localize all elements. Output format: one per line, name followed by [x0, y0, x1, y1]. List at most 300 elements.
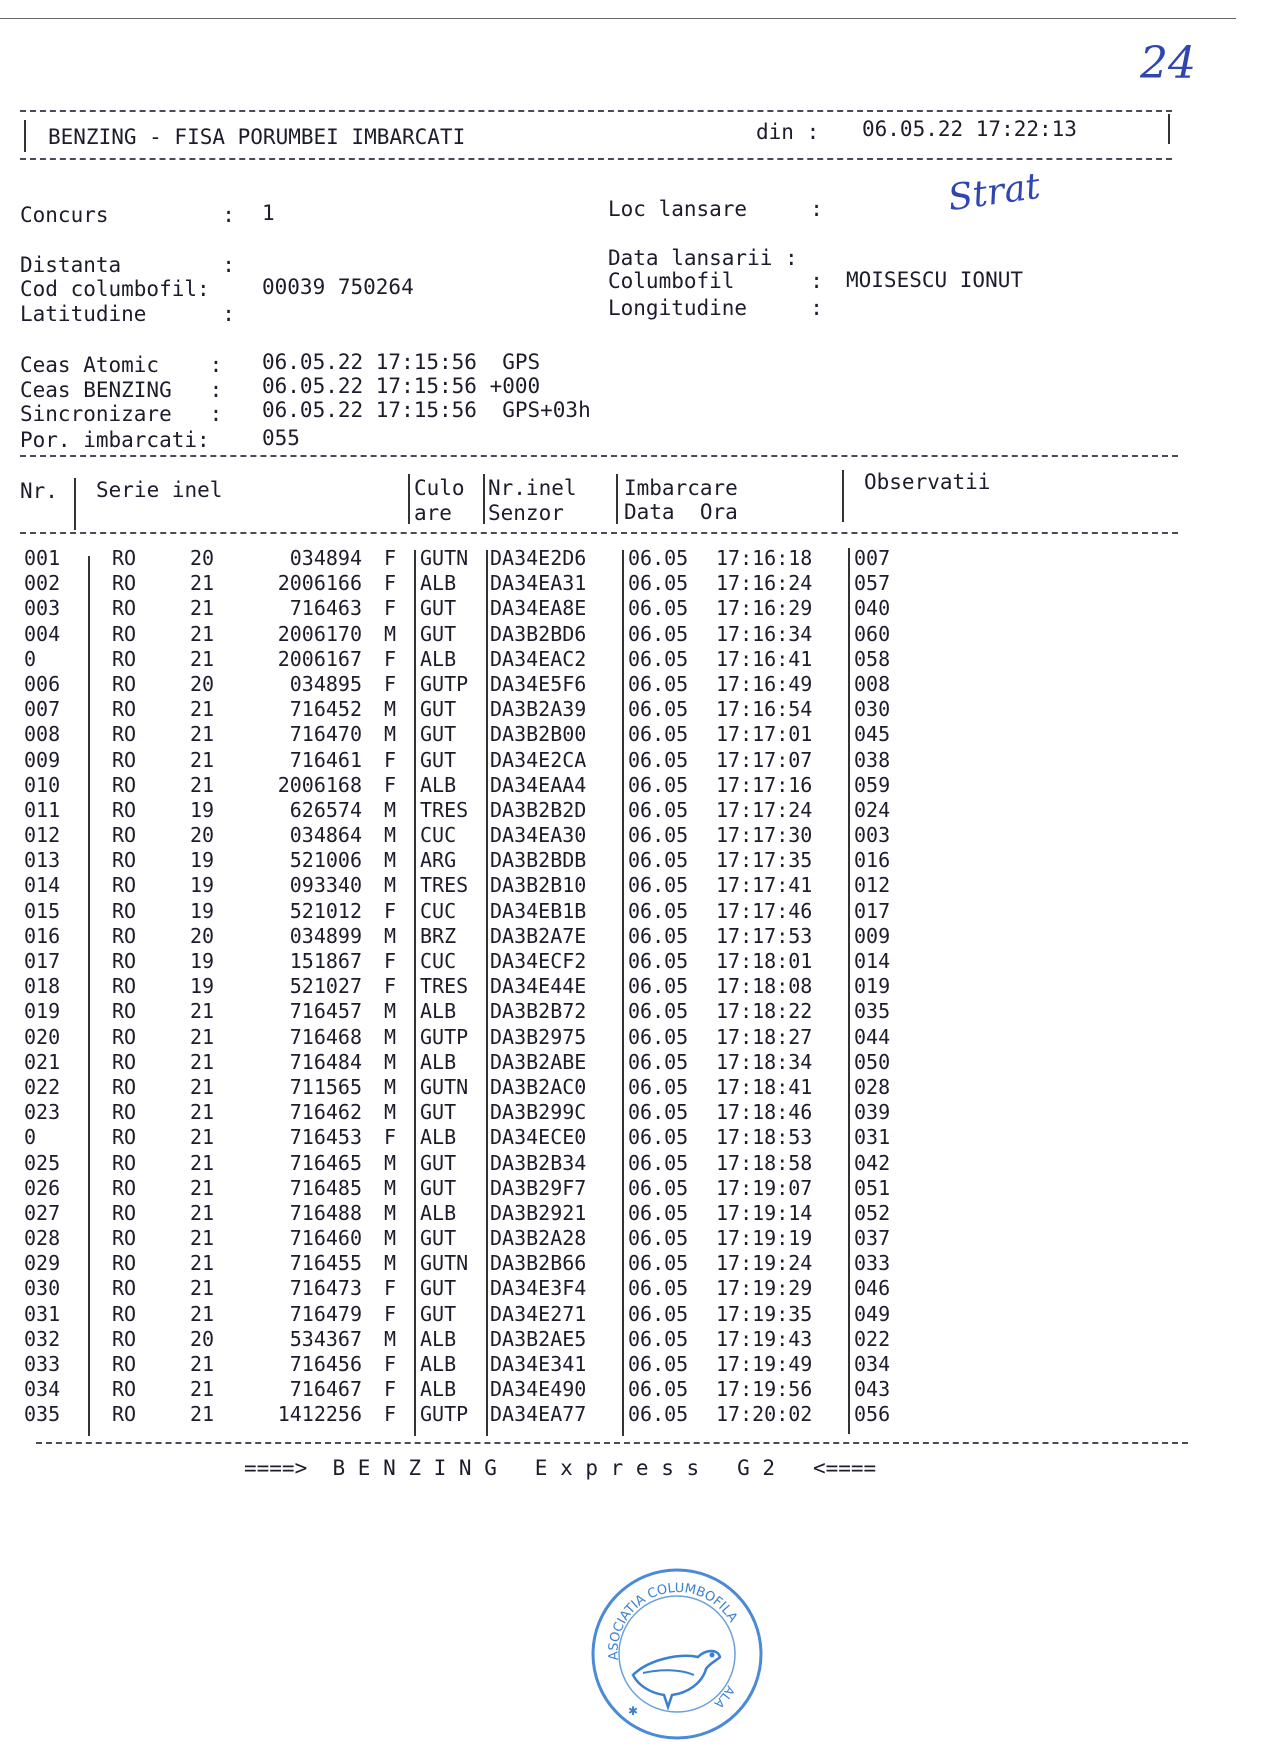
- row-color: GUTP: [420, 671, 469, 696]
- col-sep-2: [408, 474, 410, 524]
- row-year: 21: [190, 596, 215, 621]
- row-date: 06.05: [628, 797, 689, 822]
- row-date: 06.05: [628, 1200, 689, 1225]
- row-color: GUTN: [420, 546, 469, 570]
- row-observatii: 016: [854, 848, 891, 873]
- row-ring-number: 093340: [289, 873, 362, 898]
- row-country: RO: [112, 697, 137, 722]
- row-color: GUT: [420, 1276, 457, 1301]
- row-color: ALB: [420, 646, 457, 671]
- row-sex: F: [384, 596, 397, 621]
- row-sensor: DA3B2ABE: [490, 1049, 587, 1074]
- row-observatii: 059: [854, 772, 891, 797]
- row-nr: 034: [24, 1377, 61, 1402]
- row-country: RO: [112, 949, 137, 973]
- row-observatii: 037: [854, 1226, 891, 1251]
- row-sex: F: [384, 898, 397, 923]
- row-date: 06.05: [628, 1024, 689, 1049]
- row-ring-number: 626574: [289, 797, 362, 822]
- row-observatii: 009: [854, 923, 891, 948]
- row-sex: M: [384, 697, 397, 722]
- top-border-line: [0, 18, 1236, 19]
- row-country: RO: [112, 1024, 137, 1049]
- row-sensor: DA3B2A7E: [490, 923, 587, 948]
- row-time: 17:17:46: [716, 898, 813, 923]
- row-ring-number: 716457: [289, 999, 362, 1024]
- row-date: 06.05: [628, 1125, 689, 1150]
- row-date: 06.05: [628, 1326, 689, 1351]
- data-lansarii-label: Data lansarii :: [608, 246, 798, 270]
- col-nr-inel-2: Senzor: [488, 501, 564, 525]
- row-sensor: DA34EAA4: [490, 772, 587, 797]
- row-time: 17:19:43: [716, 1326, 813, 1351]
- row-color: ARG: [420, 848, 457, 873]
- row-time: 17:19:14: [716, 1200, 813, 1225]
- row-country: RO: [112, 772, 137, 797]
- footer-benzing-express: ====> B E N Z I N G E x p r e s s G 2 <====: [244, 1456, 877, 1480]
- row-sensor: DA34E341: [490, 1352, 587, 1376]
- row-ring-number: 2006170: [277, 621, 362, 646]
- row-nr: 020: [24, 1024, 61, 1049]
- row-time: 17:19:07: [716, 1175, 813, 1200]
- row-year: 21: [190, 1377, 215, 1402]
- row-year: 21: [190, 1402, 215, 1427]
- row-date: 06.05: [628, 722, 689, 747]
- row-ring-number: 716465: [289, 1150, 362, 1175]
- row-date: 06.05: [628, 848, 689, 873]
- row-observatii: 056: [854, 1402, 891, 1427]
- row-date: 06.05: [628, 1049, 689, 1074]
- row-time: 17:19:49: [716, 1352, 813, 1376]
- row-observatii: 028: [854, 1074, 891, 1099]
- row-observatii: 050: [854, 1049, 891, 1074]
- row-nr: 016: [24, 923, 61, 948]
- row-ring-number: 034899: [289, 923, 362, 948]
- row-sensor: DA3B2921: [490, 1200, 587, 1225]
- row-date: 06.05: [628, 898, 689, 923]
- row-nr: 008: [24, 722, 61, 747]
- row-sex: F: [384, 546, 397, 570]
- row-nr: 019: [24, 999, 61, 1024]
- row-sensor: DA34EAC2: [490, 646, 587, 671]
- row-sex: M: [384, 1326, 397, 1351]
- row-country: RO: [112, 1276, 137, 1301]
- handwritten-page-number: 24: [1140, 38, 1196, 89]
- row-ring-number: 716456: [289, 1352, 362, 1376]
- row-nr: 010: [24, 772, 61, 797]
- row-ring-number: 716485: [289, 1175, 362, 1200]
- row-observatii: 014: [854, 949, 891, 973]
- row-sex: M: [384, 1049, 397, 1074]
- row-time: 17:19:29: [716, 1276, 813, 1301]
- row-sex: F: [384, 571, 397, 596]
- ceas-benzing-value: 06.05.22 17:15:56 +000: [262, 374, 541, 398]
- row-year: 21: [190, 646, 215, 671]
- row-sex: F: [384, 1377, 397, 1402]
- row-country: RO: [112, 923, 137, 948]
- row-sensor: DA34E271: [490, 1301, 587, 1326]
- row-ring-number: 716468: [289, 1024, 362, 1049]
- row-observatii: 017: [854, 898, 891, 923]
- row-ring-number: 2006166: [277, 571, 362, 596]
- col-sep-5: [842, 470, 844, 522]
- row-country: RO: [112, 571, 137, 596]
- row-year: 21: [190, 1251, 215, 1276]
- row-year: 19: [190, 898, 215, 923]
- row-sensor: DA3B299C: [490, 1100, 587, 1125]
- col-observatii: Observatii: [864, 470, 991, 494]
- row-sex: M: [384, 1226, 397, 1251]
- row-country: RO: [112, 797, 137, 822]
- col-nr-inel-1: Nr.inel: [488, 476, 577, 500]
- row-nr: 029: [24, 1251, 61, 1276]
- row-year: 21: [190, 1049, 215, 1074]
- row-country: RO: [112, 1301, 137, 1326]
- table-header-bottom-dash: [20, 532, 1178, 534]
- header-bottom-dash: [20, 158, 1172, 160]
- row-color: GUTP: [420, 1402, 469, 1427]
- row-sensor: DA34EA8E: [490, 596, 587, 621]
- row-nr: 028: [24, 1226, 61, 1251]
- row-time: 17:19:24: [716, 1251, 813, 1276]
- row-sex: M: [384, 873, 397, 898]
- row-country: RO: [112, 722, 137, 747]
- row-observatii: 043: [854, 1377, 891, 1402]
- table-header-top-dash: [20, 455, 1178, 457]
- row-sensor: DA34E3F4: [490, 1276, 587, 1301]
- col-imbarcare-1: Imbarcare: [624, 476, 738, 500]
- sincronizare-value: 06.05.22 17:15:56 GPS+03h: [262, 398, 591, 422]
- row-color: GUT: [420, 596, 457, 621]
- row-date: 06.05: [628, 1402, 689, 1427]
- row-color: ALB: [420, 772, 457, 797]
- row-country: RO: [112, 1352, 137, 1376]
- handwritten-loc-lansare: Strat: [945, 165, 1043, 220]
- row-date: 06.05: [628, 646, 689, 671]
- row-year: 19: [190, 848, 215, 873]
- row-color: ALB: [420, 571, 457, 596]
- latitudine-label: Latitudine :: [20, 302, 235, 326]
- row-sex: F: [384, 1402, 397, 1427]
- sincronizare-label: Sincronizare :: [20, 402, 223, 426]
- row-country: RO: [112, 1251, 137, 1276]
- row-country: RO: [112, 873, 137, 898]
- row-date: 06.05: [628, 1251, 689, 1276]
- col-culoare-1: Culo: [414, 476, 465, 500]
- row-date: 06.05: [628, 923, 689, 948]
- row-ring-number: 716455: [289, 1251, 362, 1276]
- row-ring-number: 716462: [289, 1100, 362, 1125]
- document-title: BENZING - FISA PORUMBEI IMBARCATI: [48, 125, 466, 149]
- row-observatii: 045: [854, 722, 891, 747]
- row-color: GUT: [420, 722, 457, 747]
- row-ring-number: 151867: [289, 949, 362, 973]
- body-sep-4: [622, 550, 624, 1436]
- row-observatii: 033: [854, 1251, 891, 1276]
- row-nr: 031: [24, 1301, 61, 1326]
- row-sensor: DA3B2B00: [490, 722, 587, 747]
- row-year: 19: [190, 797, 215, 822]
- row-country: RO: [112, 1402, 137, 1427]
- row-year: 21: [190, 1150, 215, 1175]
- row-time: 17:18:27: [716, 1024, 813, 1049]
- row-observatii: 034: [854, 1352, 891, 1376]
- row-sensor: DA3B2B34: [490, 1150, 587, 1175]
- row-sensor: DA34E44E: [490, 974, 587, 999]
- row-observatii: 007: [854, 546, 891, 570]
- row-ring-number: 034895: [289, 671, 362, 696]
- columbofil-label: Columbofil :: [608, 269, 823, 293]
- body-sep-5: [848, 548, 850, 1434]
- row-color: GUT: [420, 1100, 457, 1125]
- row-observatii: 051: [854, 1175, 891, 1200]
- row-nr: 015: [24, 898, 61, 923]
- row-year: 21: [190, 1276, 215, 1301]
- row-nr: 003: [24, 596, 61, 621]
- row-date: 06.05: [628, 1301, 689, 1326]
- row-observatii: 024: [854, 797, 891, 822]
- row-observatii: 003: [854, 823, 891, 848]
- row-sex: M: [384, 621, 397, 646]
- row-date: 06.05: [628, 772, 689, 797]
- row-ring-number: 716461: [289, 747, 362, 772]
- row-ring-number: 034894: [289, 546, 362, 570]
- row-year: 21: [190, 1024, 215, 1049]
- row-year: 21: [190, 1226, 215, 1251]
- row-ring-number: 716479: [289, 1301, 362, 1326]
- col-culoare-2: are: [414, 501, 452, 525]
- row-country: RO: [112, 1226, 137, 1251]
- stamp-text-top: ASOCIATIA COLUMBOFILA: [606, 1580, 741, 1661]
- row-date: 06.05: [628, 1150, 689, 1175]
- row-sex: M: [384, 848, 397, 873]
- row-ring-number: 716467: [289, 1377, 362, 1402]
- row-nr: 033: [24, 1352, 61, 1376]
- row-time: 17:19:35: [716, 1301, 813, 1326]
- col-sep-3: [483, 474, 485, 524]
- row-date: 06.05: [628, 1100, 689, 1125]
- row-sex: M: [384, 722, 397, 747]
- row-sex: M: [384, 1150, 397, 1175]
- row-date: 06.05: [628, 823, 689, 848]
- row-time: 17:18:58: [716, 1150, 813, 1175]
- row-ring-number: 716453: [289, 1125, 362, 1150]
- row-sensor: DA3B2B72: [490, 999, 587, 1024]
- row-observatii: 046: [854, 1276, 891, 1301]
- row-nr: 012: [24, 823, 61, 848]
- concurs-label: Concurs :: [20, 203, 235, 227]
- row-ring-number: 2006168: [277, 772, 362, 797]
- row-time: 17:16:18: [716, 546, 813, 570]
- body-sep-1: [88, 556, 90, 1436]
- row-observatii: 044: [854, 1024, 891, 1049]
- row-ring-number: 521006: [289, 848, 362, 873]
- row-nr: 002: [24, 571, 61, 596]
- row-date: 06.05: [628, 546, 689, 570]
- row-year: 20: [190, 671, 215, 696]
- row-year: 21: [190, 772, 215, 797]
- row-nr: 032: [24, 1326, 61, 1351]
- row-observatii: 019: [854, 974, 891, 999]
- row-color: TRES: [420, 797, 469, 822]
- row-color: CUC: [420, 823, 457, 848]
- row-time: 17:17:30: [716, 823, 813, 848]
- ceas-atomic-value: 06.05.22 17:15:56 GPS: [262, 350, 541, 374]
- row-year: 21: [190, 1125, 215, 1150]
- row-nr: 0: [24, 646, 37, 671]
- row-year: 21: [190, 1074, 215, 1099]
- row-observatii: 035: [854, 999, 891, 1024]
- row-date: 06.05: [628, 1226, 689, 1251]
- row-color: TRES: [420, 873, 469, 898]
- row-nr: 017: [24, 949, 61, 973]
- row-sensor: DA34E5F6: [490, 671, 587, 696]
- row-nr: 021: [24, 1049, 61, 1074]
- row-nr: 004: [24, 621, 61, 646]
- row-color: GUT: [420, 1226, 457, 1251]
- row-observatii: 049: [854, 1301, 891, 1326]
- row-color: GUTN: [420, 1074, 469, 1099]
- row-date: 06.05: [628, 1074, 689, 1099]
- row-color: GUT: [420, 1301, 457, 1326]
- row-nr: 023: [24, 1100, 61, 1125]
- row-sensor: DA34E490: [490, 1377, 587, 1402]
- row-nr: 026: [24, 1175, 61, 1200]
- row-ring-number: 716488: [289, 1200, 362, 1225]
- row-sensor: DA34E2D6: [490, 546, 587, 570]
- row-time: 17:16:34: [716, 621, 813, 646]
- row-color: GUT: [420, 1175, 457, 1200]
- row-sex: M: [384, 1074, 397, 1099]
- header-left-bar: [24, 120, 26, 152]
- row-sensor: DA3B2A28: [490, 1226, 587, 1251]
- row-country: RO: [112, 848, 137, 873]
- association-stamp: [588, 1565, 766, 1743]
- row-sex: F: [384, 1352, 397, 1376]
- loc-lansare-label: Loc lansare :: [608, 197, 823, 221]
- row-nr: 022: [24, 1074, 61, 1099]
- row-time: 17:17:16: [716, 772, 813, 797]
- row-sex: M: [384, 923, 397, 948]
- row-ring-number: 716473: [289, 1276, 362, 1301]
- row-sensor: DA34E2CA: [490, 747, 587, 772]
- row-year: 20: [190, 923, 215, 948]
- row-observatii: 038: [854, 747, 891, 772]
- row-date: 06.05: [628, 1352, 689, 1376]
- row-observatii: 031: [854, 1125, 891, 1150]
- row-time: 17:17:41: [716, 873, 813, 898]
- row-country: RO: [112, 646, 137, 671]
- row-sensor: DA3B2AC0: [490, 1074, 587, 1099]
- row-year: 21: [190, 747, 215, 772]
- row-nr: 001: [24, 546, 61, 570]
- row-observatii: 039: [854, 1100, 891, 1125]
- row-ring-number: 716484: [289, 1049, 362, 1074]
- row-color: ALB: [420, 1352, 457, 1376]
- row-ring-number: 534367: [289, 1326, 362, 1351]
- row-time: 17:18:01: [716, 949, 813, 973]
- row-ring-number: 1412256: [277, 1402, 362, 1427]
- columbofil-value: MOISESCU IONUT: [846, 268, 1024, 292]
- row-time: 17:16:24: [716, 571, 813, 596]
- row-date: 06.05: [628, 949, 689, 973]
- row-observatii: 040: [854, 596, 891, 621]
- row-time: 17:18:08: [716, 974, 813, 999]
- row-sex: F: [384, 1276, 397, 1301]
- row-country: RO: [112, 1175, 137, 1200]
- row-year: 21: [190, 722, 215, 747]
- row-country: RO: [112, 1125, 137, 1150]
- porumbei-imbarcati-label: Por. imbarcati:: [20, 428, 210, 452]
- row-color: GUT: [420, 747, 457, 772]
- row-nr: 0: [24, 1125, 37, 1150]
- row-year: 19: [190, 873, 215, 898]
- row-date: 06.05: [628, 671, 689, 696]
- row-year: 21: [190, 1100, 215, 1125]
- row-sensor: DA34EB1B: [490, 898, 587, 923]
- row-observatii: 052: [854, 1200, 891, 1225]
- row-nr: 009: [24, 747, 61, 772]
- row-time: 17:20:02: [716, 1402, 813, 1427]
- row-year: 21: [190, 1352, 215, 1376]
- row-country: RO: [112, 1049, 137, 1074]
- header-top-dash: [20, 110, 1172, 112]
- row-country: RO: [112, 999, 137, 1024]
- row-date: 06.05: [628, 1276, 689, 1301]
- row-year: 20: [190, 546, 215, 570]
- row-date: 06.05: [628, 999, 689, 1024]
- row-ring-number: 521012: [289, 898, 362, 923]
- row-time: 17:17:35: [716, 848, 813, 873]
- row-nr: 011: [24, 797, 61, 822]
- row-ring-number: 716463: [289, 596, 362, 621]
- row-sensor: DA3B2BD6: [490, 621, 587, 646]
- row-observatii: 060: [854, 621, 891, 646]
- cod-columbofil-label: Cod columbofil:: [20, 277, 210, 301]
- row-time: 17:17:07: [716, 747, 813, 772]
- row-year: 21: [190, 1200, 215, 1225]
- row-country: RO: [112, 1200, 137, 1225]
- row-color: GUT: [420, 697, 457, 722]
- row-time: 17:17:24: [716, 797, 813, 822]
- row-observatii: 058: [854, 646, 891, 671]
- row-year: 21: [190, 1175, 215, 1200]
- ceas-atomic-label: Ceas Atomic :: [20, 353, 223, 377]
- row-year: 21: [190, 571, 215, 596]
- distanta-label: Distanta :: [20, 253, 235, 277]
- row-sex: F: [384, 671, 397, 696]
- row-time: 17:16:54: [716, 697, 813, 722]
- row-sex: F: [384, 974, 397, 999]
- row-country: RO: [112, 898, 137, 923]
- row-color: ALB: [420, 1377, 457, 1402]
- row-country: RO: [112, 671, 137, 696]
- row-time: 17:18:41: [716, 1074, 813, 1099]
- row-country: RO: [112, 1150, 137, 1175]
- row-ring-number: 716460: [289, 1226, 362, 1251]
- row-sensor: DA3B2B2D: [490, 797, 587, 822]
- row-sensor: DA34ECE0: [490, 1125, 587, 1150]
- row-date: 06.05: [628, 747, 689, 772]
- row-ring-number: 521027: [289, 974, 362, 999]
- row-sex: M: [384, 1251, 397, 1276]
- row-color: GUT: [420, 1150, 457, 1175]
- row-time: 17:16:29: [716, 596, 813, 621]
- row-color: ALB: [420, 1049, 457, 1074]
- stamp-text-bottom: ALA: [711, 1683, 738, 1712]
- row-ring-number: 711565: [289, 1074, 362, 1099]
- row-time: 17:17:53: [716, 923, 813, 948]
